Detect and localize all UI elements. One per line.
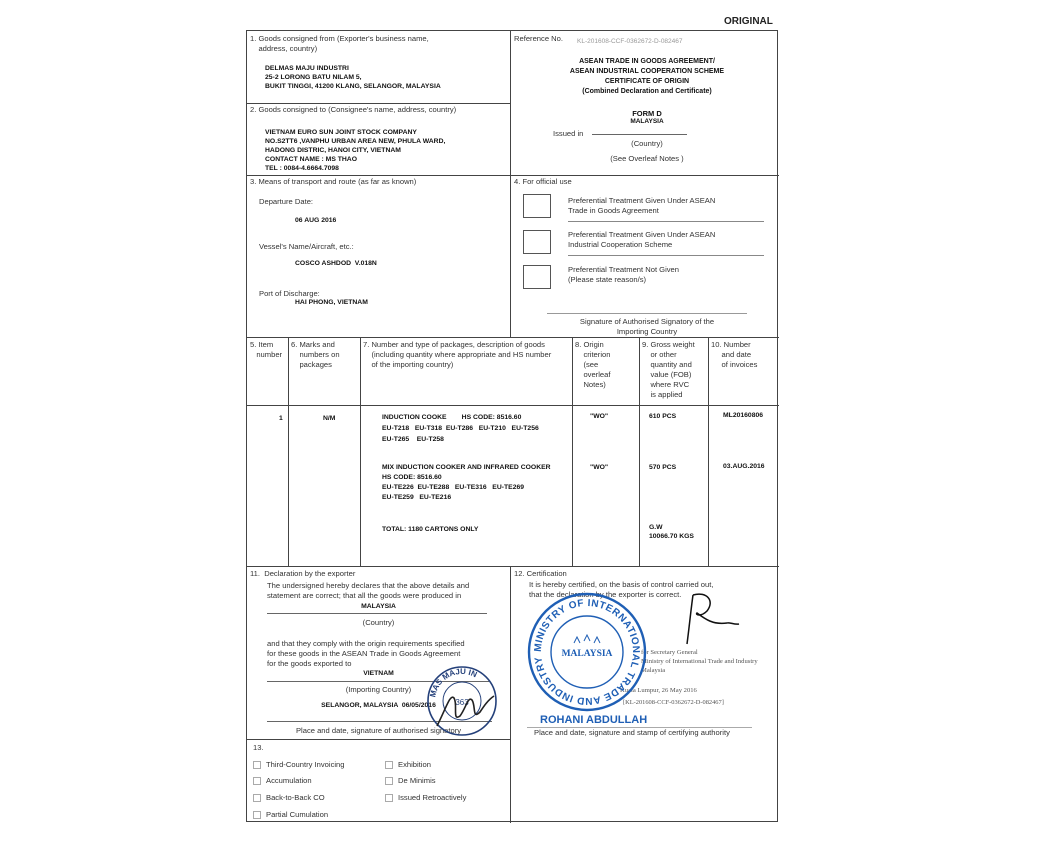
official-option-2: Preferential Treatment Given Under ASEAN Industrial Cooperation Scheme	[568, 230, 716, 249]
quantity-1: 610 PCS	[649, 413, 677, 420]
issued-in-label: Issued in	[553, 129, 584, 138]
importing-country-label: (Importing Country)	[345, 685, 412, 694]
option-accumulation: Accumulation	[266, 776, 312, 785]
official-checkbox-1[interactable]	[523, 194, 551, 218]
col-invoices: 10. Number and date of invoices	[711, 340, 758, 369]
quantity-2: 570 PCS	[649, 464, 677, 471]
box2-label: 2. Goods consigned to (Consignee's name, address, country)	[250, 105, 457, 114]
produced-country: MALAYSIA	[361, 603, 396, 610]
overleaf-notes: (See Overleaf Notes )	[610, 154, 684, 163]
col-gross-weight: 9. Gross weight or other quantity and value (FOB) where RVC is applied	[642, 340, 695, 399]
form-d-label: FORM D	[632, 109, 662, 118]
declaration-text-1: The undersigned hereby declares that the above details and statement are correct; that all the goods were produced in	[267, 581, 470, 600]
stamp-reference: [KL-201608-CCF-0362672-D-082467]	[623, 699, 724, 706]
stamp-lines: for Secretary General Ministry of International Trade and Industry Malaysia	[641, 649, 758, 674]
exporter-place-date: SELANGOR, MALAYSIA 06/05/2016	[321, 702, 436, 709]
issued-country: MALAYSIA	[630, 118, 664, 125]
declaration-text-2: and that they comply with the origin requirements specified for these goods in the ASEAN Trade in Goods Agreement for the goods exported to	[267, 639, 465, 668]
box13-label: 13.	[253, 743, 264, 752]
box1-label: 1. Goods consigned from (Exporter's business name, address, country)	[250, 34, 429, 53]
exporter-details: DELMAS MAJU INDUSTRI 25-2 LORONG BATU NILAM 5, BUKIT TINGGI, 41200 KLANG, SELANGOR, MALAYSIA	[265, 65, 441, 90]
box12-label: 12. Certification	[514, 569, 567, 578]
box11-label: 11. Declaration by the exporter	[250, 569, 356, 578]
total-cartons: TOTAL: 1180 CARTONS ONLY	[382, 526, 479, 533]
certificate-form	[246, 30, 778, 822]
checkbox-exhibition[interactable]	[385, 761, 393, 769]
ministry-seal	[526, 591, 648, 713]
ministry-seal-ring-text: MINISTRY OF INTERNATIONAL TRADE AND INDUSTRY	[532, 597, 642, 707]
option-exhibition: Exhibition	[398, 760, 431, 769]
certificate-title: ASEAN TRADE IN GOODS AGREEMENT/ ASEAN INDUSTRIAL COOPERATION SCHEME CERTIFICATE OF ORIGIN (Combined Declaration and Certificate)	[569, 58, 725, 95]
departure-date: 06 AUG 2016	[295, 217, 337, 224]
col-marks: 6. Marks and numbers on packages	[291, 340, 340, 369]
origin-criterion-2: "WO"	[590, 464, 609, 471]
official-checkbox-2[interactable]	[523, 230, 551, 254]
invoice-number: ML20160806	[723, 412, 764, 419]
certification-text: It is hereby certified, on the basis of control carried out, that the declaration by the exporter is correct.	[529, 580, 714, 599]
ministry-seal-country: MALAYSIA	[561, 649, 613, 659]
vessel-name: COSCO ASHDOD V.018N	[295, 260, 377, 267]
exporter-signature	[432, 686, 502, 731]
signatory-label: Signature of Authorised Signatory of the Importing Country	[579, 317, 715, 336]
box3-label: 3. Means of transport and route (as far as known)	[250, 177, 417, 186]
stamp-date: Kuala Lumpur, 26 May 2016	[620, 687, 697, 694]
vessel-label: Vessel's Name/Aircraft, etc.:	[259, 242, 354, 251]
gross-weight: G.W 10066.70 KGS	[649, 524, 694, 540]
reference-number: KL-201608-CCF-0362672-D-082467	[577, 38, 683, 45]
exporter-seal-text: MAS MAJU IN	[428, 666, 479, 699]
checkbox-issued-retroactively[interactable]	[385, 794, 393, 802]
box4-label: 4. For official use	[514, 177, 572, 186]
departure-label: Departure Date:	[259, 197, 314, 206]
port-label: Port of Discharge:	[259, 289, 320, 298]
port-of-discharge: HAI PHONG, VIETNAM	[295, 299, 368, 306]
official-checkbox-3[interactable]	[523, 265, 551, 289]
marks-value: N/M	[323, 415, 336, 422]
checkbox-back-to-back[interactable]	[253, 794, 261, 802]
consignee-details: VIETNAM EURO SUN JOINT STOCK COMPANY NO.S2TT6 ,VANPHU URBAN AREA NEW, PHULA WARD, HADONG DISTRIC, HANOI CITY, VIETNAM CONTACT NAME : MS THAO TEL : 0084-4.6664.7098	[265, 129, 446, 172]
option-issued-retroactively: Issued Retroactively	[398, 793, 467, 802]
goods-description-1: INDUCTION COOKE HS CODE: 8516.60 EU-T218 EU-T318 EU-T286 EU-T210 EU-T256 EU-T265 EU-T258	[382, 414, 539, 443]
declaration-country-label: (Country)	[362, 618, 395, 627]
goods-description-2: MIX INDUCTION COOKER AND INFRARED COOKER HS CODE: 8516.60 EU-TE226 EU-TE288 EU-TE316 EU-TE269 EU-TE259 EU-TE216	[382, 464, 551, 501]
importing-country: VIETNAM	[363, 670, 394, 677]
exporter-signatory-label: Place and date, signature of authorised signatory	[295, 726, 462, 735]
origin-criterion-1: "WO"	[590, 413, 609, 420]
item-number: 1	[279, 415, 283, 422]
option-third-country: Third-Country Invoicing	[266, 760, 345, 769]
official-option-1: Preferential Treatment Given Under ASEAN Trade in Goods Agreement	[568, 196, 716, 215]
certifying-signature	[667, 589, 742, 649]
checkbox-de-minimis[interactable]	[385, 777, 393, 785]
col-origin-criterion: 8. Origin criterion (see overleaf Notes)	[575, 340, 611, 389]
checkbox-third-country[interactable]	[253, 761, 261, 769]
exporter-seal-inner: 363	[455, 698, 469, 707]
checkbox-accumulation[interactable]	[253, 777, 261, 785]
official-option-3: Preferential Treatment Not Given (Please state reason/s)	[568, 265, 680, 284]
certifying-authority-label: Place and date, signature and stamp of certifying authority	[534, 728, 730, 737]
original-label: ORIGINAL	[724, 16, 773, 27]
option-de-minimis: De Minimis	[398, 776, 436, 785]
col-item-number: 5. Item number	[250, 340, 283, 359]
option-back-to-back: Back-to-Back CO	[266, 793, 325, 802]
option-partial-cumulation: Partial Cumulation	[266, 810, 329, 819]
invoice-date: 03.AUG.2016	[723, 463, 765, 470]
reference-label: Reference No.	[514, 34, 563, 43]
country-label: (Country)	[631, 139, 663, 148]
col-description: 7. Number and type of packages, description of goods (including quantity where appropriate and HS number of the importing country)	[363, 340, 552, 369]
certifying-officer-name: ROHANI ABDULLAH	[540, 714, 648, 726]
checkbox-partial-cumulation[interactable]	[253, 811, 261, 819]
